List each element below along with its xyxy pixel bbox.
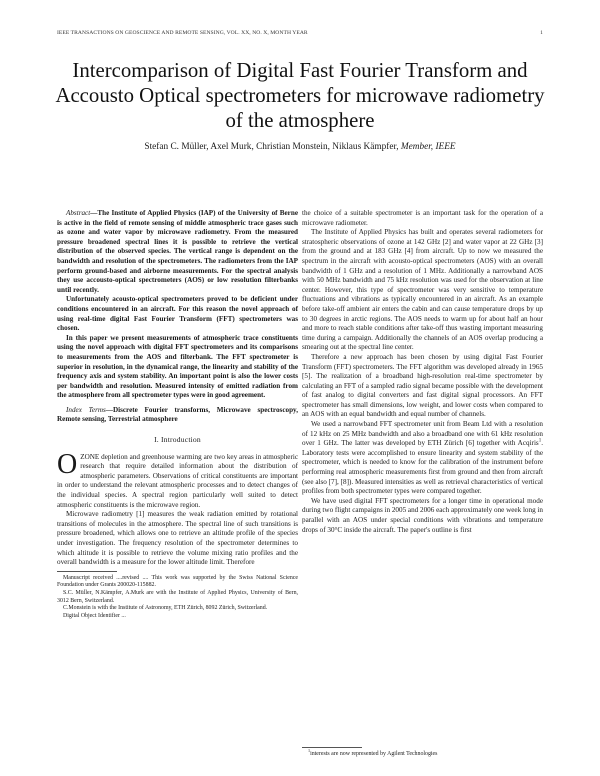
right-paragraph-2: The Institute of Applied Physics has built and operates several radiometers for stratospheric observations of ozone at 142 GHz [2] and water vapor at 22 GHz [3] from the ground and at 183 GHz [4] from aircraft. Up to now we measured the spectrum in the aircraft with acousto-optical spectrometers (AOS) with an overall bandwidth of 1 GHz and a resolution of 1 MHz. Additionally a narrowband AOS with 50 MHz bandwidth and 75 kHz resolution was used for the observation at line center. However, this type of spectrometer was very sensitive to temperature fluctuations and vibrations as typically encountered in an aircraft. As an example before take-off ambient air enters the cabin and can cause temperature drops by up to 30 degrees in arctic regions. The AOS needs to warm up for about half an hour and more to reach stable conditions after take-off thus wasting important measuring time during a campaign. Additionally the channels of an AOS overlap producing a smearing out at the spectral line center.	[302, 228, 543, 352]
running-header	[57, 30, 543, 40]
footnote-rule	[57, 571, 117, 572]
page-number: 1	[540, 30, 543, 36]
footnotes-left	[57, 575, 298, 621]
author-line	[50, 141, 550, 153]
footnote-right	[302, 747, 543, 759]
footnote-marker: 1	[538, 438, 542, 444]
footnote-affiliation-2: C.Monstein is with the Institute of Astronomy, ETH Zürich, 8092 Zürich, Switzerland.	[63, 605, 268, 612]
section-heading: I. Introduction	[154, 435, 201, 445]
right-paragraph-3: Therefore a new approach has been chosen by using digital Fast Fourier Transform (FFT) spectrometers. The FFT algorithm was developed already in 1965 [5]. The realization of a broadband high-resolution real-time spectrometer by calculating an FFT of a sampled radio signal became possible with the development of fast analog to digital converters and fast digital signal processors. An FFT spectrometer has small dimensions, low weight, and lower costs when compared to an AOS with an equal bandwidth and equal number of channels.	[302, 352, 543, 419]
footnote-doi: Digital Object Identifier ...	[63, 612, 126, 619]
author-membership: Member, IEEE	[400, 142, 456, 152]
index-terms-label: Index Terms	[66, 405, 106, 414]
journal-line: IEEE TRANSACTIONS ON GEOSCIENCE AND REMOTE SENSING, VOL. XX, NO. X, MONTH YEAR	[57, 30, 308, 36]
footnote-agilent	[302, 748, 543, 759]
right-paragraph-4-text: We used a narrowband FFT spectrometer unit from Beam Ltd with a resolution of 12 kHz on 25 MHz bandwidth and also a broadband one with 61 kHz resolution over 1 GHz. The latter was developed by ETH Zürich [6] together with Acqiris	[302, 420, 543, 448]
paper-title: Intercomparison of Digital Fast Fourier Transform and Accousto Optical spectrometers for microwave radiometry of the atmosphere	[55, 59, 545, 132]
footnote-affiliation-1: S.C. Müller, N.Kämpfer, A.Murk are with the Institute of Applied Physics, University of Bern, 3012 Bern, Switzerland.	[57, 589, 298, 604]
right-paragraph-5: We have used digital FFT spectrometers for a longer time in operational mode during two flight campaigns in 2005 and 2006 each approximately one week long in parallel with an AOS under special conditions with vibrations and temperature drops of 30°C inside the aircraft. The paper's outline is first	[302, 496, 543, 534]
abstract-paragraph-2: Unfortunately acousto-optical spectrometers proved to be deficient under conditions encountered in an aircraft. For this reason the novel approach of using real-time digital Fast Fourier Transform (FFT) spectrometers was chosen.	[57, 295, 298, 333]
right-paragraph-4-tail: . Laboratory tests were accomplished to ensure linearity and system stability of the spectrometer, which is needed to know for the calibration of the instrument before performing real atmospheric measurements first from ground and then from aircraft (see also [7], [8]). Measured intensities as well as retrieval characteristics of vertical profiles from both spectrometer types were compared together.	[302, 439, 543, 496]
abstract-text-1: The Institute of Applied Physics (IAP) of the University of Berne is active in the field of remote sensing of middle atmospheric trace gases such as ozone and water vapor by microwave radiometry. From the measured pressure broadened spectral lines it is possible to retrieve the vertical distribution of the observed species. The vertical range is dependent on the bandwidth and resolution of the spectrometers. The radiometers from the IAP perform ground-based and airborne measurements. For the spectral analysis they use accousto-optical spectrometers (AOS) or low resolution filterbanks until recently.	[57, 209, 298, 294]
intro-paragraph-1-text: ZONE depletion and greenhouse warming are two key areas in atmospheric research that require detailed information about the distribution of atmospheric parameters. Observations of critical constituents are important in order to understand the relevant atmospheric processes and to detect changes of the individual species. A spectral region particularly well suited to detect atmospheric constituents is the microwave region.	[57, 452, 298, 509]
abstract-paragraph-3: In this paper we present measurements of atmospheric trace constituents using the novel approach with digital FFT spectrometers and its comparisons to measurements from the AOS and filterbank. The FFT spectrometer is superior in resolution, in the dynamical range, the linearity and stability of the frequency axis and system stability. An important point is also the lower costs per bandwidth and resolution. Measured intensity of emitted radiation from the atmosphere from all spectrometer types were in good agreement.	[57, 333, 298, 400]
footnote-right-text: interests are now represented by Agilent Technologies	[310, 751, 438, 757]
abstract-label: Abstract	[66, 209, 91, 217]
footnote-right-mark: 1	[308, 748, 311, 754]
right-paragraph-4	[302, 420, 543, 497]
index-terms-text: Discrete Fourier transforms, Microwave spectroscopy, Remote sensing, Terrestrial atmosphere	[57, 405, 298, 424]
left-column	[57, 209, 298, 620]
index-terms: Index Terms—Discrete Fourier transforms, Microwave spectroscopy, Remote sensing, Terrestrial atmosphere	[57, 405, 298, 424]
right-paragraph-1: the choice of a suitable spectrometer is an important task for the operation of a microwave radiometer.	[302, 209, 543, 227]
footnote-manuscript: Manuscript received ....revised .... This work was supported by the Swiss National Science Foundation under Grants 200020-115882.	[57, 574, 298, 589]
dropcap-letter: O	[57, 448, 78, 480]
right-column	[302, 209, 543, 535]
intro-paragraph-1	[57, 448, 298, 511]
abstract-paragraph-1: Abstract—The Institute of Applied Physics (IAP) of the University of Berne is active in the field of remote sensing of middle atmospheric trace gases such as ozone and water vapor by microwave radiometry. From the measured pressure broadened spectral lines it is possible to retrieve the vertical distribution of the observed species. The vertical range is dependent on the bandwidth and resolution of the spectrometers. The radiometers from the IAP perform ground-based and airborne measurements. For the spectral analysis they use accousto-optical spectrometers (AOS) or low resolution filterbanks until recently.	[57, 209, 298, 294]
footnote-rule-right	[302, 747, 362, 748]
author-names: Stefan C. Müller, Axel Murk, Christian Monstein, Niklaus Kämpfer,	[144, 142, 399, 152]
intro-paragraph-2: Microwave radiometry [1] measures the weak radiation emitted by rotational transitions of molecules in the atmosphere. The spectral line of such transitions is pressure broadened, which allows one to retrieve an altitude profile of the species under investigation. The frequency resolution of the spectrometer determines to which altitude it is possible to retrieve the volume mixing ratio profiles and the overall bandwidth is a measure for the lower altitude limit. Therefore	[57, 510, 298, 567]
